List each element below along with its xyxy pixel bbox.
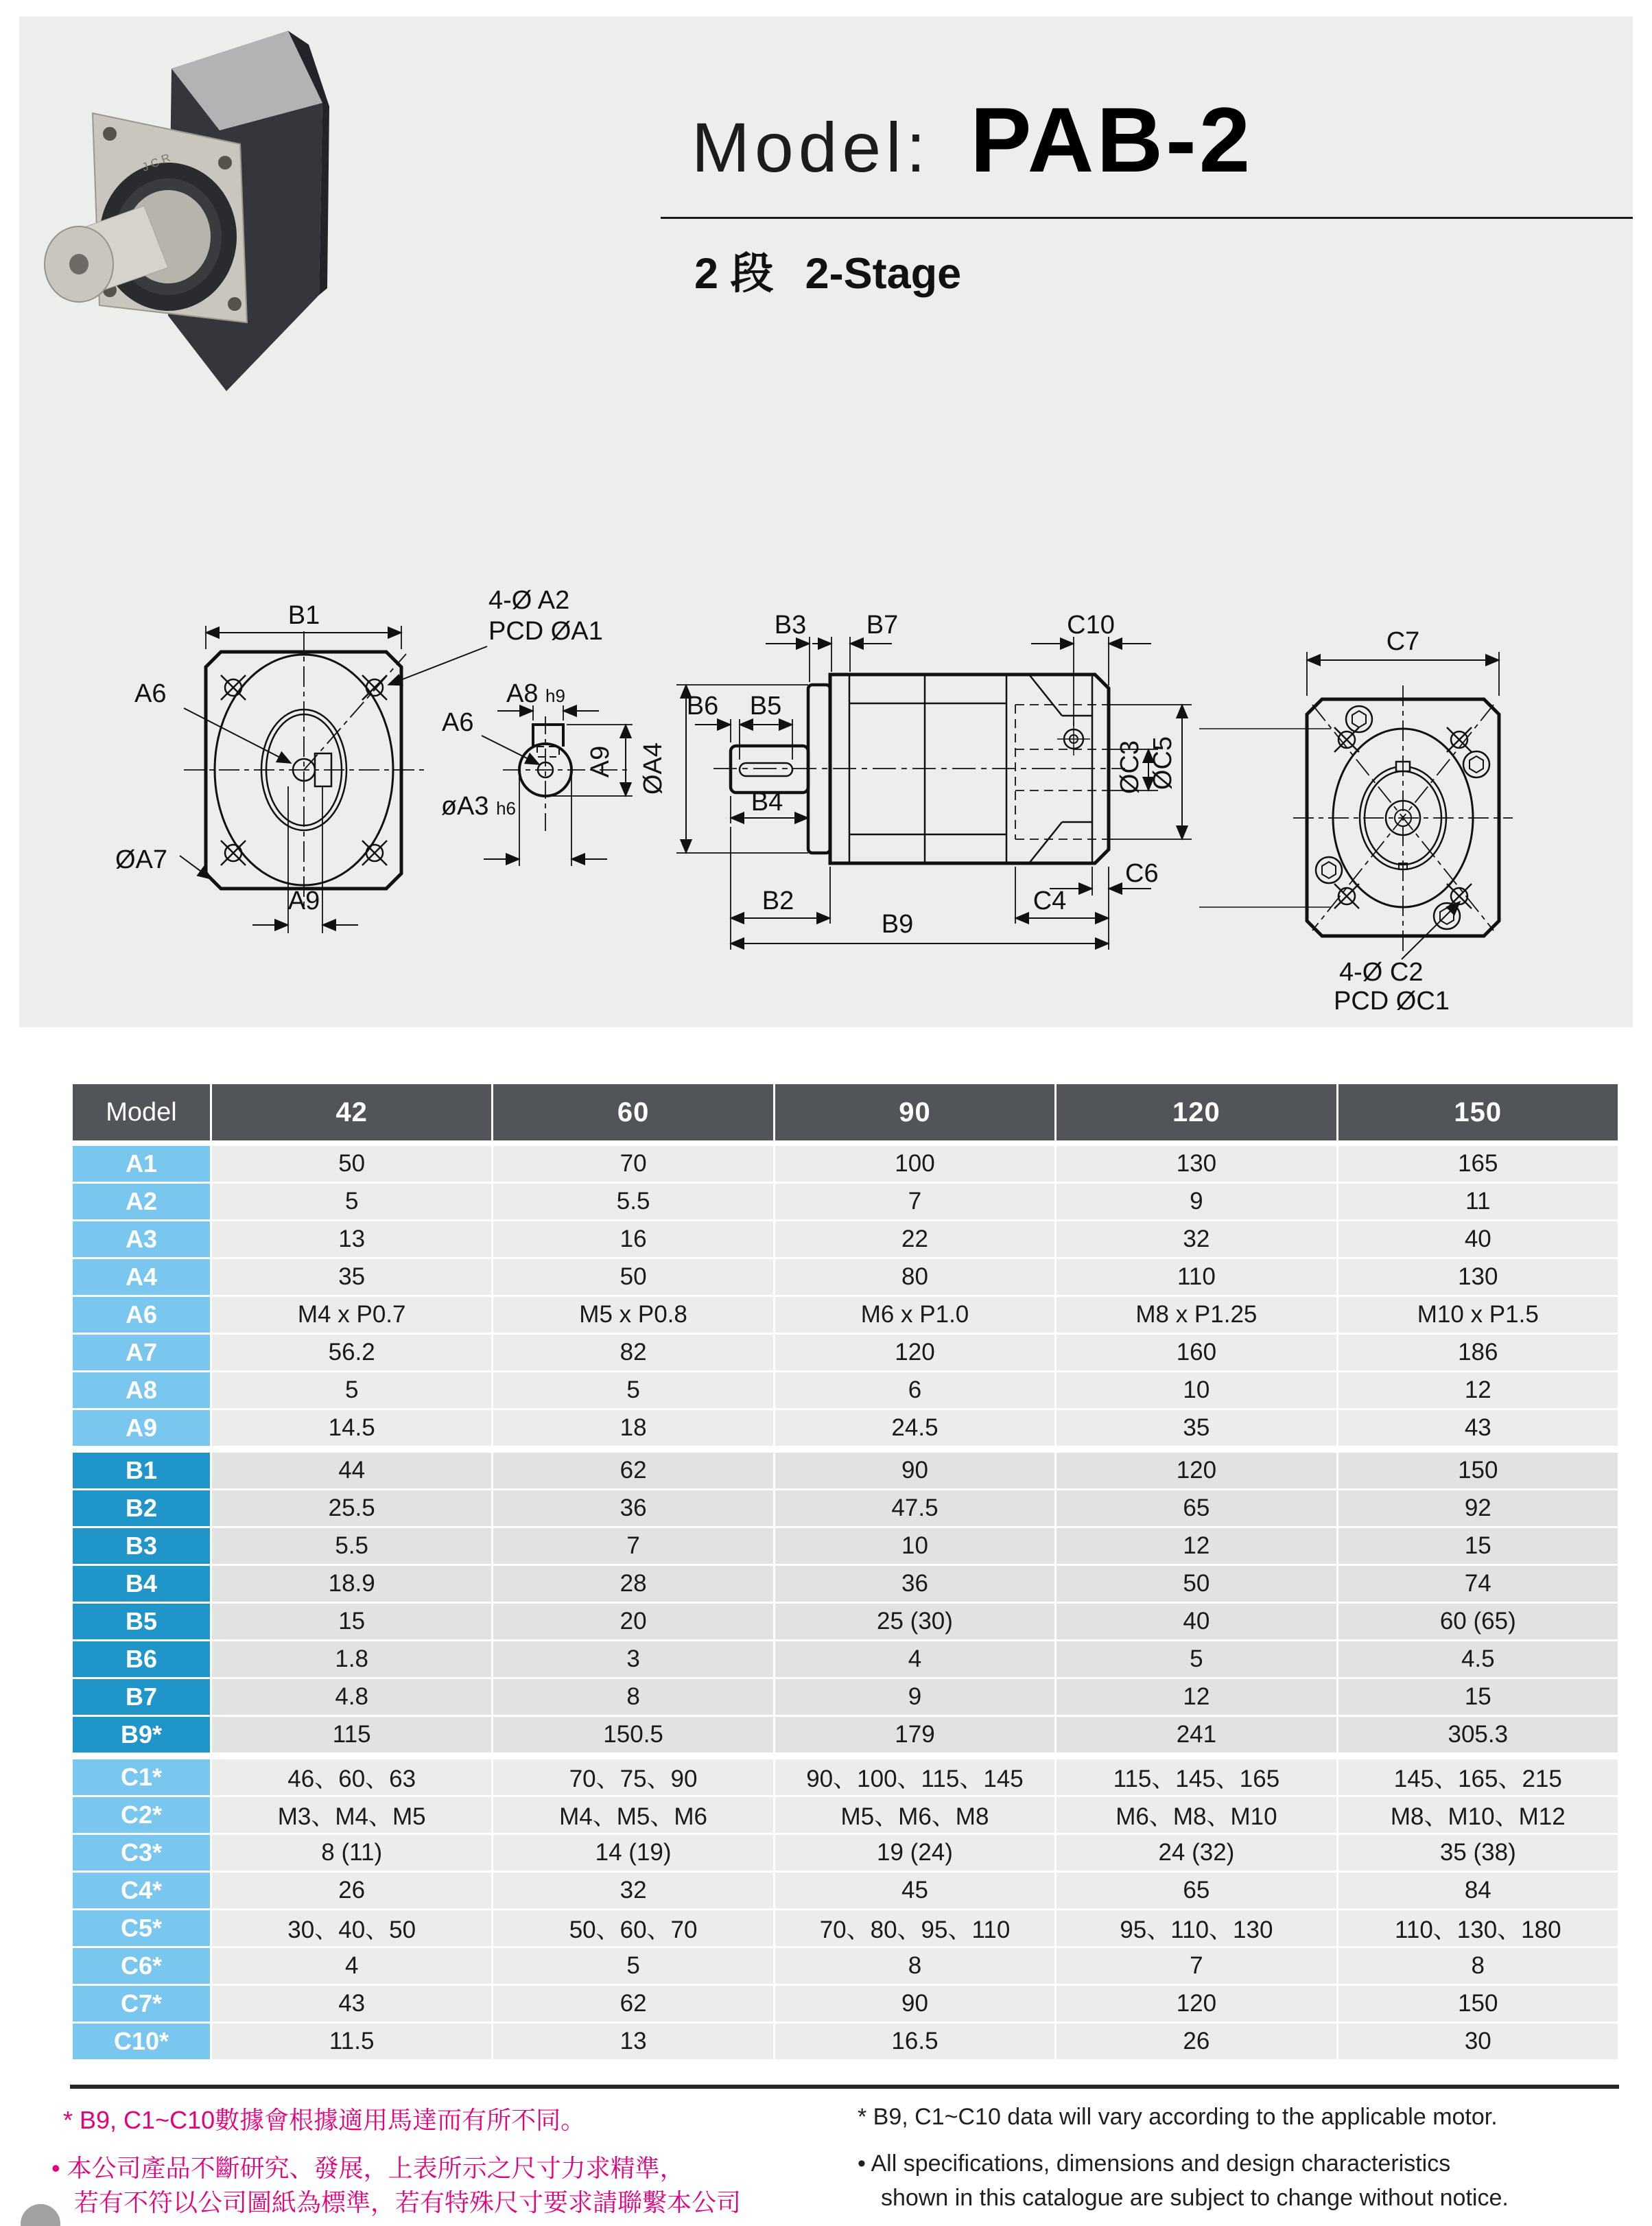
table-cell: 5 bbox=[212, 1372, 491, 1408]
side-dim-b9: B9 bbox=[881, 910, 914, 939]
header-col-90: 90 bbox=[775, 1084, 1054, 1140]
table-cell: 30 bbox=[1338, 2024, 1618, 2059]
table-cell: 120 bbox=[1057, 1453, 1336, 1488]
front-bolt-note-line2: PCD ØA1 bbox=[488, 617, 603, 646]
note-en-bullet-1: • All specifications, dimensions and design characteristics bbox=[858, 2151, 1451, 2177]
table-cell: 32 bbox=[493, 1873, 772, 1908]
table-cell: 36 bbox=[493, 1490, 772, 1526]
table-cell: 8 bbox=[1338, 1948, 1618, 1984]
table-cell: 25.5 bbox=[212, 1490, 491, 1526]
table-cell: 130 bbox=[1057, 1146, 1336, 1182]
photo-brand-text: J C R bbox=[140, 151, 172, 174]
table-cell: 47.5 bbox=[775, 1490, 1054, 1526]
table-cell: M8 x P1.25 bbox=[1057, 1297, 1336, 1333]
shaft-dim-a8: A8 h9 bbox=[506, 679, 565, 708]
table-cell: 160 bbox=[1057, 1335, 1336, 1370]
row-label: B4 bbox=[73, 1566, 210, 1602]
table-cell: 10 bbox=[775, 1528, 1054, 1564]
table-cell: 5.5 bbox=[493, 1184, 772, 1219]
row-label: C4* bbox=[73, 1873, 210, 1908]
front-dim-b1: B1 bbox=[287, 601, 320, 630]
table-cell: 30、40、50 bbox=[212, 1910, 491, 1946]
table-row bbox=[73, 1986, 1618, 2022]
side-dim-b2: B2 bbox=[762, 887, 794, 915]
row-label: C7* bbox=[73, 1986, 210, 2022]
table-cell: 186 bbox=[1338, 1335, 1618, 1370]
dimension-drawings bbox=[0, 0, 1652, 1029]
model-value: PAB-2 bbox=[970, 89, 1253, 191]
table-cell: 4 bbox=[212, 1948, 491, 1984]
table-cell: 165 bbox=[1338, 1146, 1618, 1182]
rear-view-drawing bbox=[1293, 652, 1513, 959]
table-cell: 7 bbox=[775, 1184, 1054, 1219]
table-row bbox=[73, 1873, 1618, 1908]
row-label: B6 bbox=[73, 1641, 210, 1677]
table-row bbox=[73, 1797, 1618, 1833]
header-col-42: 42 bbox=[212, 1084, 491, 1140]
rear-bolt-note-line1: 4-Ø C2 bbox=[1339, 958, 1424, 987]
note-en-bullet-2: shown in this catalogue are subject to change without notice. bbox=[881, 2185, 1509, 2211]
table-cell: 60 (65) bbox=[1338, 1604, 1618, 1639]
table-cell: 305.3 bbox=[1338, 1717, 1618, 1753]
table-cell: 80 bbox=[775, 1259, 1054, 1295]
side-dim-c3: ØC3 bbox=[1115, 740, 1144, 795]
table-cell: 4.8 bbox=[212, 1679, 491, 1715]
side-dim-c4: C4 bbox=[1032, 887, 1067, 915]
table-cell: 4.5 bbox=[1338, 1641, 1618, 1677]
table-row bbox=[73, 1948, 1618, 1984]
table-cell: 12 bbox=[1338, 1372, 1618, 1408]
table-cell: M10 x P1.5 bbox=[1338, 1297, 1618, 1333]
table-cell: 14.5 bbox=[212, 1410, 491, 1446]
table-cell: 16 bbox=[493, 1221, 772, 1257]
table-row bbox=[73, 1372, 1618, 1408]
table-cell: 43 bbox=[1338, 1410, 1618, 1446]
table-cell: 179 bbox=[775, 1717, 1054, 1753]
row-label: A6 bbox=[73, 1297, 210, 1333]
row-label: A4 bbox=[73, 1259, 210, 1295]
row-label: C3* bbox=[73, 1835, 210, 1871]
table-cell: 15 bbox=[212, 1604, 491, 1639]
table-row bbox=[73, 1759, 1618, 1795]
table-row bbox=[73, 1604, 1618, 1639]
table-cell: 35 (38) bbox=[1338, 1835, 1618, 1871]
row-label: A3 bbox=[73, 1221, 210, 1257]
table-row bbox=[73, 1566, 1618, 1602]
table-cell: 9 bbox=[775, 1679, 1054, 1715]
table-cell: 74 bbox=[1338, 1566, 1618, 1602]
table-cell: 70 bbox=[493, 1146, 772, 1182]
header-col-60: 60 bbox=[493, 1084, 772, 1140]
table-cell: 36 bbox=[775, 1566, 1054, 1602]
table-cell: 150.5 bbox=[493, 1717, 772, 1753]
table-cell: 92 bbox=[1338, 1490, 1618, 1526]
table-cell: 19 (24) bbox=[775, 1835, 1054, 1871]
table-cell: 5 bbox=[212, 1184, 491, 1219]
row-label: C1* bbox=[73, 1759, 210, 1795]
table-cell: 1.8 bbox=[212, 1641, 491, 1677]
table-cell: 100 bbox=[775, 1146, 1054, 1182]
table-cell: 50 bbox=[1057, 1566, 1336, 1602]
table-cell: 40 bbox=[1338, 1221, 1618, 1257]
side-dim-c10: C10 bbox=[1067, 611, 1115, 640]
table-cell: 90、100、115、145 bbox=[775, 1759, 1054, 1795]
table-cell: 150 bbox=[1338, 1453, 1618, 1488]
table-cell: 50 bbox=[212, 1146, 491, 1182]
bottom-divider bbox=[70, 2085, 1619, 2089]
table-cell: 28 bbox=[493, 1566, 772, 1602]
table-cell: 13 bbox=[493, 2024, 772, 2059]
table-cell: 18 bbox=[493, 1410, 772, 1446]
table-cell: 4 bbox=[775, 1641, 1054, 1677]
row-label: A2 bbox=[73, 1184, 210, 1219]
table-cell: 12 bbox=[1057, 1679, 1336, 1715]
table-cell: 10 bbox=[1057, 1372, 1336, 1408]
table-cell: M5 x P0.8 bbox=[493, 1297, 772, 1333]
row-label: B7 bbox=[73, 1679, 210, 1715]
table-cell: 6 bbox=[775, 1372, 1054, 1408]
note-cn-star: * B9, C1~C10數據會根據適用馬達而有所不同。 bbox=[63, 2106, 586, 2134]
row-label: C10* bbox=[73, 2024, 210, 2059]
table-row bbox=[73, 1641, 1618, 1677]
table-cell: 11 bbox=[1338, 1184, 1618, 1219]
table-cell: 130 bbox=[1338, 1259, 1618, 1295]
front-dim-a6: A6 bbox=[134, 679, 167, 708]
table-row bbox=[73, 1835, 1618, 1871]
table-row bbox=[73, 1528, 1618, 1564]
table-row bbox=[73, 1410, 1618, 1446]
table-cell: 43 bbox=[212, 1986, 491, 2022]
table-cell: 8 (11) bbox=[212, 1835, 491, 1871]
row-label: B5 bbox=[73, 1604, 210, 1639]
table-cell: M6 x P1.0 bbox=[775, 1297, 1054, 1333]
front-bolt-note-line1: 4-Ø A2 bbox=[488, 586, 570, 615]
table-cell: 5 bbox=[493, 1948, 772, 1984]
table-cell: 50 bbox=[493, 1259, 772, 1295]
table-cell: 84 bbox=[1338, 1873, 1618, 1908]
table-cell: 7 bbox=[493, 1528, 772, 1564]
table-cell: 50、60、70 bbox=[493, 1910, 772, 1946]
table-row bbox=[73, 1146, 1618, 1182]
side-dim-c5: ØC5 bbox=[1148, 736, 1177, 790]
table-cell: 9 bbox=[1057, 1184, 1336, 1219]
table-cell: 25 (30) bbox=[775, 1604, 1054, 1639]
side-dim-b6: B6 bbox=[686, 692, 719, 720]
table-cell: 8 bbox=[775, 1948, 1054, 1984]
table-cell: 95、110、130 bbox=[1057, 1910, 1336, 1946]
table-cell: 65 bbox=[1057, 1490, 1336, 1526]
table-row bbox=[73, 1679, 1618, 1715]
table-cell: 24 (32) bbox=[1057, 1835, 1336, 1871]
header-col-120: 120 bbox=[1057, 1084, 1336, 1140]
spec-table bbox=[73, 1084, 1618, 2061]
table-cell: 15 bbox=[1338, 1679, 1618, 1715]
table-row bbox=[73, 2024, 1618, 2059]
table-cell: 12 bbox=[1057, 1528, 1336, 1564]
row-label: C6* bbox=[73, 1948, 210, 1984]
stage-cn: 2 段 bbox=[694, 250, 774, 298]
side-dim-b3: B3 bbox=[774, 611, 807, 640]
table-cell: 40 bbox=[1057, 1604, 1336, 1639]
table-cell: M6、M8、M10 bbox=[1057, 1797, 1336, 1833]
table-cell: 56.2 bbox=[212, 1335, 491, 1370]
table-cell: 15 bbox=[1338, 1528, 1618, 1564]
table-cell: 7 bbox=[1057, 1948, 1336, 1984]
table-cell: 5 bbox=[493, 1372, 772, 1408]
table-cell: 62 bbox=[493, 1986, 772, 2022]
table-cell: 45 bbox=[775, 1873, 1054, 1908]
table-cell: 32 bbox=[1057, 1221, 1336, 1257]
table-cell: 20 bbox=[493, 1604, 772, 1639]
table-cell: 16.5 bbox=[775, 2024, 1054, 2059]
table-header-row bbox=[73, 1084, 1618, 1140]
table-row bbox=[73, 1453, 1618, 1488]
shaft-dim-a6: A6 bbox=[442, 708, 474, 737]
table-row bbox=[73, 1184, 1618, 1219]
table-cell: M5、M6、M8 bbox=[775, 1797, 1054, 1833]
table-cell: 44 bbox=[212, 1453, 491, 1488]
row-label: B3 bbox=[73, 1528, 210, 1564]
side-dim-c6: C6 bbox=[1125, 859, 1159, 888]
table-row bbox=[73, 1910, 1618, 1946]
table-cell: 35 bbox=[212, 1259, 491, 1295]
note-cn-bullet-2: 若有不符以公司圖紙為標準，若有特殊尺寸要求請聯繫本公司 bbox=[74, 2188, 742, 2216]
table-cell: 3 bbox=[493, 1641, 772, 1677]
table-cell: M3、M4、M5 bbox=[212, 1797, 491, 1833]
table-cell: 110 bbox=[1057, 1259, 1336, 1295]
row-label: B1 bbox=[73, 1453, 210, 1488]
table-cell: 18.9 bbox=[212, 1566, 491, 1602]
row-label: A1 bbox=[73, 1146, 210, 1182]
side-dim-b5: B5 bbox=[749, 692, 782, 720]
table-cell: 8 bbox=[493, 1679, 772, 1715]
side-dim-a4: ØA4 bbox=[638, 742, 668, 795]
table-cell: 145、165、215 bbox=[1338, 1759, 1618, 1795]
table-row bbox=[73, 1490, 1618, 1526]
table-cell: 13 bbox=[212, 1221, 491, 1257]
table-cell: 14 (19) bbox=[493, 1835, 772, 1871]
table-cell: 22 bbox=[775, 1221, 1054, 1257]
table-cell: M4 x P0.7 bbox=[212, 1297, 491, 1333]
row-label: C2* bbox=[73, 1797, 210, 1833]
rear-dim-c7: C7 bbox=[1386, 627, 1420, 656]
row-label: B2 bbox=[73, 1490, 210, 1526]
table-cell: 120 bbox=[775, 1335, 1054, 1370]
table-cell: 46、60、63 bbox=[212, 1759, 491, 1795]
rear-bolt-note-line2: PCD ØC1 bbox=[1334, 987, 1450, 1016]
table-cell: 35 bbox=[1057, 1410, 1336, 1446]
table-cell: 115 bbox=[212, 1717, 491, 1753]
row-label: A9 bbox=[73, 1410, 210, 1446]
table-cell: 150 bbox=[1338, 1986, 1618, 2022]
row-label: B9* bbox=[73, 1717, 210, 1753]
table-row bbox=[73, 1717, 1618, 1753]
table-row bbox=[73, 1297, 1618, 1333]
table-cell: 70、75、90 bbox=[493, 1759, 772, 1795]
table-cell: 90 bbox=[775, 1453, 1054, 1488]
table-cell: 241 bbox=[1057, 1717, 1336, 1753]
table-row bbox=[73, 1335, 1618, 1370]
front-dim-a7: ØA7 bbox=[115, 845, 168, 874]
table-cell: 24.5 bbox=[775, 1410, 1054, 1446]
table-body bbox=[73, 1146, 1618, 2059]
table-cell: 70、80、95、110 bbox=[775, 1910, 1054, 1946]
table-cell: 26 bbox=[1057, 2024, 1336, 2059]
table-cell: 62 bbox=[493, 1453, 772, 1488]
row-label: A7 bbox=[73, 1335, 210, 1370]
front-dim-a9: A9 bbox=[287, 887, 320, 915]
stage-en: 2-Stage bbox=[805, 250, 962, 298]
table-cell: M8、M10、M12 bbox=[1338, 1797, 1618, 1833]
note-cn-bullet-1: • 本公司產品不斷研究、發展，上表所示之尺寸力求精準， bbox=[51, 2154, 685, 2182]
table-cell: 65 bbox=[1057, 1873, 1336, 1908]
table-cell: 115、145、165 bbox=[1057, 1759, 1336, 1795]
table-cell: 110、130、180 bbox=[1338, 1910, 1618, 1946]
table-cell: 5.5 bbox=[212, 1528, 491, 1564]
table-cell: 90 bbox=[775, 1986, 1054, 2022]
row-label: C5* bbox=[73, 1910, 210, 1946]
front-view-drawing bbox=[180, 626, 487, 933]
table-cell: 82 bbox=[493, 1335, 772, 1370]
table-cell: 120 bbox=[1057, 1986, 1336, 2022]
side-dim-b4: B4 bbox=[751, 788, 783, 817]
side-dim-b7: B7 bbox=[866, 611, 899, 640]
shaft-dim-a9: A9 bbox=[585, 745, 615, 778]
table-cell: 11.5 bbox=[212, 2024, 491, 2059]
row-label: A8 bbox=[73, 1372, 210, 1408]
header-col-150: 150 bbox=[1338, 1084, 1618, 1140]
model-label: Model: bbox=[692, 108, 931, 187]
table-cell: 5 bbox=[1057, 1641, 1336, 1677]
note-en-star: * B9, C1~C10 data will vary according to the applicable motor. bbox=[858, 2104, 1498, 2130]
shaft-dim-a3: øA3 h6 bbox=[440, 792, 516, 821]
header-model: Model bbox=[73, 1084, 210, 1140]
page-number-mark bbox=[21, 2204, 60, 2226]
table-cell: M4、M5、M6 bbox=[493, 1797, 772, 1833]
table-cell: 26 bbox=[212, 1873, 491, 1908]
table-row bbox=[73, 1259, 1618, 1295]
table-row bbox=[73, 1221, 1618, 1257]
